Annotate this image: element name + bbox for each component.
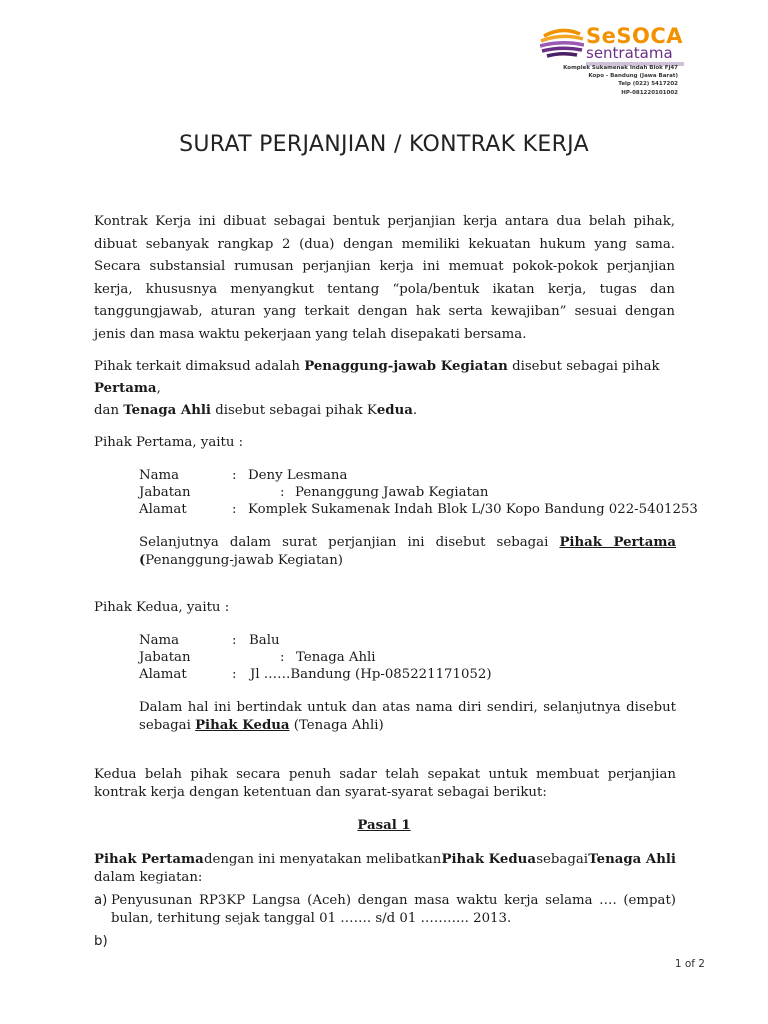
list-item [94,892,676,928]
list-marker: a) [94,893,108,908]
field-colon: : [280,485,285,500]
address-line: Komplek Sukamenak Indah Blok Fj47 [563,65,678,71]
field-value: Balu [249,633,280,648]
second-party-note: Dalam hal ini bertindak untuk dan atas nama diri sendiri, selanjutnya disebut sebagai Pihak Kedua (Tenaga Ahli) [139,700,676,733]
brand-name: SeSOCA [586,24,684,48]
field-colon: : [232,667,237,682]
field-value: Tenaga Ahli [296,650,376,665]
agreement-paragraph: Kedua belah pihak secara penuh sadar telah sepakat untuk membuat perjanjian kontrak kerja dengan ketentuan dan syarat-syarat sebagai berikut: [94,767,676,800]
field-value: Deny Lesmana [248,468,348,483]
field-colon: : [280,650,285,665]
field-label: Jabatan [139,650,191,665]
address-line: Telp (022) 5417202 [618,81,678,88]
pasal-title: Pasal 1 [357,818,411,833]
field-value: Penanggung Jawab Kegiatan [295,485,489,500]
field-label: Alamat [139,502,187,517]
field-label: Nama [139,633,180,648]
field-value: Jl ……Bandung (Hp-085221171052) [250,667,492,682]
parties-definition: Pihak terkait dimaksud adalah Penaggung-jawab Kegiatan disebut sebagai pihak Pertama, dan Tenaga Ahli disebut sebagai pihak Kedua. [94,359,660,418]
first-party-heading: Pihak Pertama, yaitu : [94,435,244,450]
list-marker: b) [94,934,108,949]
field-colon: : [232,633,237,648]
field-label: Alamat [139,667,187,682]
bold-term: Tenaga Ahli [588,852,676,867]
page-indicator: 1 of 2 [674,958,705,970]
field-colon: : [232,468,237,483]
bold-term: Tenaga Ahli [123,403,211,418]
party-two-label: Pihak Kedua [195,718,290,733]
document-title: SURAT PERJANJIAN / KONTRAK KERJA [179,132,589,157]
address-line: HP-081220101002 [621,89,678,96]
wave-emblem-icon [540,26,584,60]
list-item [94,932,108,951]
pasal-intro: Pihak Pertama dengan ini menyatakan melibatkan Pihak Kedua sebagai Tenaga Ahli dalam kegiatan: [94,852,676,885]
first-party-note: Selanjutnya dalam surat perjanjian ini disebut sebagai Pihak Pertama (Penanggung-jawab Kegiatan) [139,535,676,568]
intro-paragraph: Kontrak Kerja ini dibuat sebagai bentuk perjanjian kerja antara dua belah pihak, dibuat sebanyak rangkap 2 (dua) dengan memiliki kekuatan hukum yang sama. Secara substansial rumusan perjanjian kerja ini memuat pokok-pokok perjanjian kerja, khususnya menyangkut tentang “pola/bentuk ikatan kerja, tugas dan tanggungjawab, aturan yang terkait dengan hak serta kewajiban” sesuai dengan jenis dan masa waktu pekerjaan yang telah disepakati bersama. [94,214,675,342]
bold-term: edua [376,403,413,418]
second-party-heading: Pihak Kedua, yaitu : [94,600,230,615]
bold-term: Pertama [94,381,157,396]
bold-term: Pihak Kedua [441,852,536,867]
list-item-text: Penyusunan RP3KP Langsa (Aceh) dengan masa waktu kerja selama …. (empat) bulan, terhitung sejak tanggal 01 ……. s/d 01 ……….. 2013. [111,893,676,926]
field-colon: : [232,502,237,517]
field-label: Jabatan [139,485,191,500]
field-label: Nama [139,468,180,483]
party-one-label: Pihak Pertama [559,535,676,550]
bold-term: Penaggung-jawab Kegiatan [304,359,508,374]
bold-term: Pihak Pertama [94,852,204,867]
company-address [563,64,678,97]
brand-subname: sentratama [586,44,673,62]
address-line: Kopo - Bandung (Jawa Barat) [588,73,678,80]
field-value: Komplek Sukamenak Indah Blok L/30 Kopo Bandung 022-5401253 [248,502,698,517]
